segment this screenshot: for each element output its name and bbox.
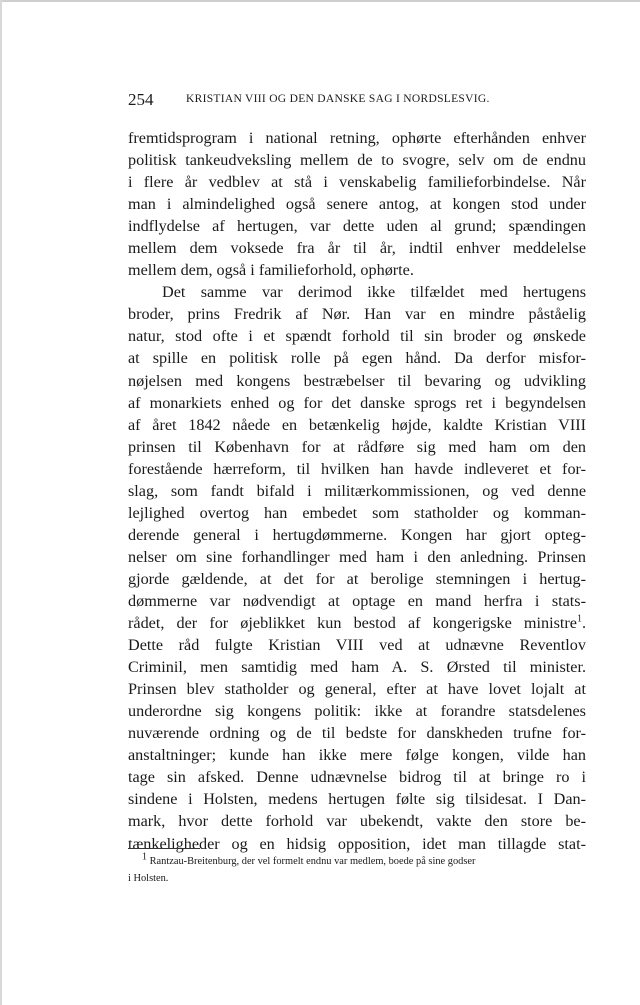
text-line: slag, som fandt bifald i militærkommissionen, og ved denne <box>128 481 586 500</box>
text-line: Criminil, men samtidig med ham A. S. Ørsted til minister. <box>128 658 586 677</box>
text-line: derende general i hertugdømmerne. Kongen har gjort opteg- <box>128 525 586 544</box>
text-line: lejlighed overtog han embedet som statholder og komman- <box>128 503 586 522</box>
text-line: mark, hvor dette forhold var ubekendt, vakte den store be- <box>128 812 586 831</box>
text-line: underordne sig kongens politik: ikke at forandre statsdelenes <box>128 702 586 721</box>
text-line: mellem dem, også i familieforhold, ophørte. <box>128 261 414 280</box>
text-line: fremtidsprogram i national retning, ophørte efterhånden enhver <box>128 129 586 147</box>
text-line: nelser om sine forhandlinger med ham i den anledning. Prinsen <box>128 547 586 566</box>
text-line: dømmerne var nødvendigt at optage en mand herfra i stats- <box>128 591 586 610</box>
text-line: indflydelse af hertugen, var dette uden al grund; spændingen <box>128 217 586 236</box>
text-line-content: rådet, der for øjeblikket kun bestod af kongerigske ministre <box>128 614 577 633</box>
text-line: af året 1842 nåede en betænkelig højde, kaldte Kristian VIII <box>128 415 586 434</box>
text-line: tænkeligheder og en hidsig opposition, idet man tillagde stat- <box>128 834 586 853</box>
text-line: Dette råd fulgte Kristian VIII ved at udnævne Reventlov <box>128 636 586 655</box>
footnote-text: Rantzau-Breitenburg, der vel formelt endnu var medlem, boede på sine godser <box>149 856 476 867</box>
text-line: Det samme var derimod ikke tilfældet med hertugens <box>162 283 586 302</box>
footnote-line: i Holsten. <box>128 873 169 884</box>
text-line: nøjelsen med kongens bestræbelser til bevaring og udvikling <box>128 371 586 390</box>
scan-edge-left <box>0 0 2 1005</box>
page-header <box>128 90 588 110</box>
text-line: at spille en politisk rolle på egen hånd. Da derfor misfor- <box>128 349 586 368</box>
text-line: i flere år vedblev at stå i venskabelig familieforbindelse. Når <box>128 173 586 192</box>
body-text <box>128 127 586 855</box>
text-line: politisk tankeudveksling mellem de to svogre, selv om de endnu <box>128 151 586 170</box>
text-line: forestående hærreform, til hvilken han havde indleveret et for- <box>128 459 586 478</box>
text-line: natur, stod ofte i et spændt forhold til sin broder og ønskede <box>128 327 586 346</box>
text-line: anstaltninger; kunde han ikke mere følge kongen, vilde han <box>128 746 586 765</box>
scan-edge-top <box>0 0 640 2</box>
text-line: af monarkiets enhed og for det danske sprogs ret i begyndelsen <box>128 393 586 412</box>
footnote-reference: 1 <box>576 613 582 625</box>
text-line: sindene i Holsten, medens hertugen følte sig tilsidesat. I Dan- <box>128 790 586 809</box>
text-line: prinsen til København for at rådføre sig med ham om den <box>128 437 586 456</box>
text-line: man i almindelighed også senere antog, at kongen stod under <box>128 195 586 214</box>
running-title: KRISTIAN VIII OG DEN DANSKE SAG I NORDSLESVIG. <box>186 93 490 105</box>
text-line: tage sin afsked. Denne udnævnelse bidrog til at bringe ro i <box>128 768 586 787</box>
text-line: mellem dem voksede fra år til år, indtil enhver meddelelse <box>128 239 586 258</box>
footnote <box>128 853 586 887</box>
footnote-marker: 1 <box>142 851 147 863</box>
text-line: Prinsen blev statholder og general, efter at have lovet lojalt at <box>128 680 586 699</box>
text-line: gjorde gældende, at det for at berolige stemningen i hertug- <box>128 569 586 588</box>
page-number: 254 <box>128 90 154 109</box>
text-line: broder, prins Fredrik af Nør. Han var en mindre påståelig <box>128 305 586 324</box>
footnote-line <box>128 853 586 870</box>
footnote-divider <box>128 848 200 849</box>
text-line: nuværende ordning og de til bedste for danskheden trufne for- <box>128 724 586 743</box>
text-line-with-footnote-ref: rådet, der for øjeblikket kun bestod af kongerigske ministre$^1$. <box>128 613 586 633</box>
